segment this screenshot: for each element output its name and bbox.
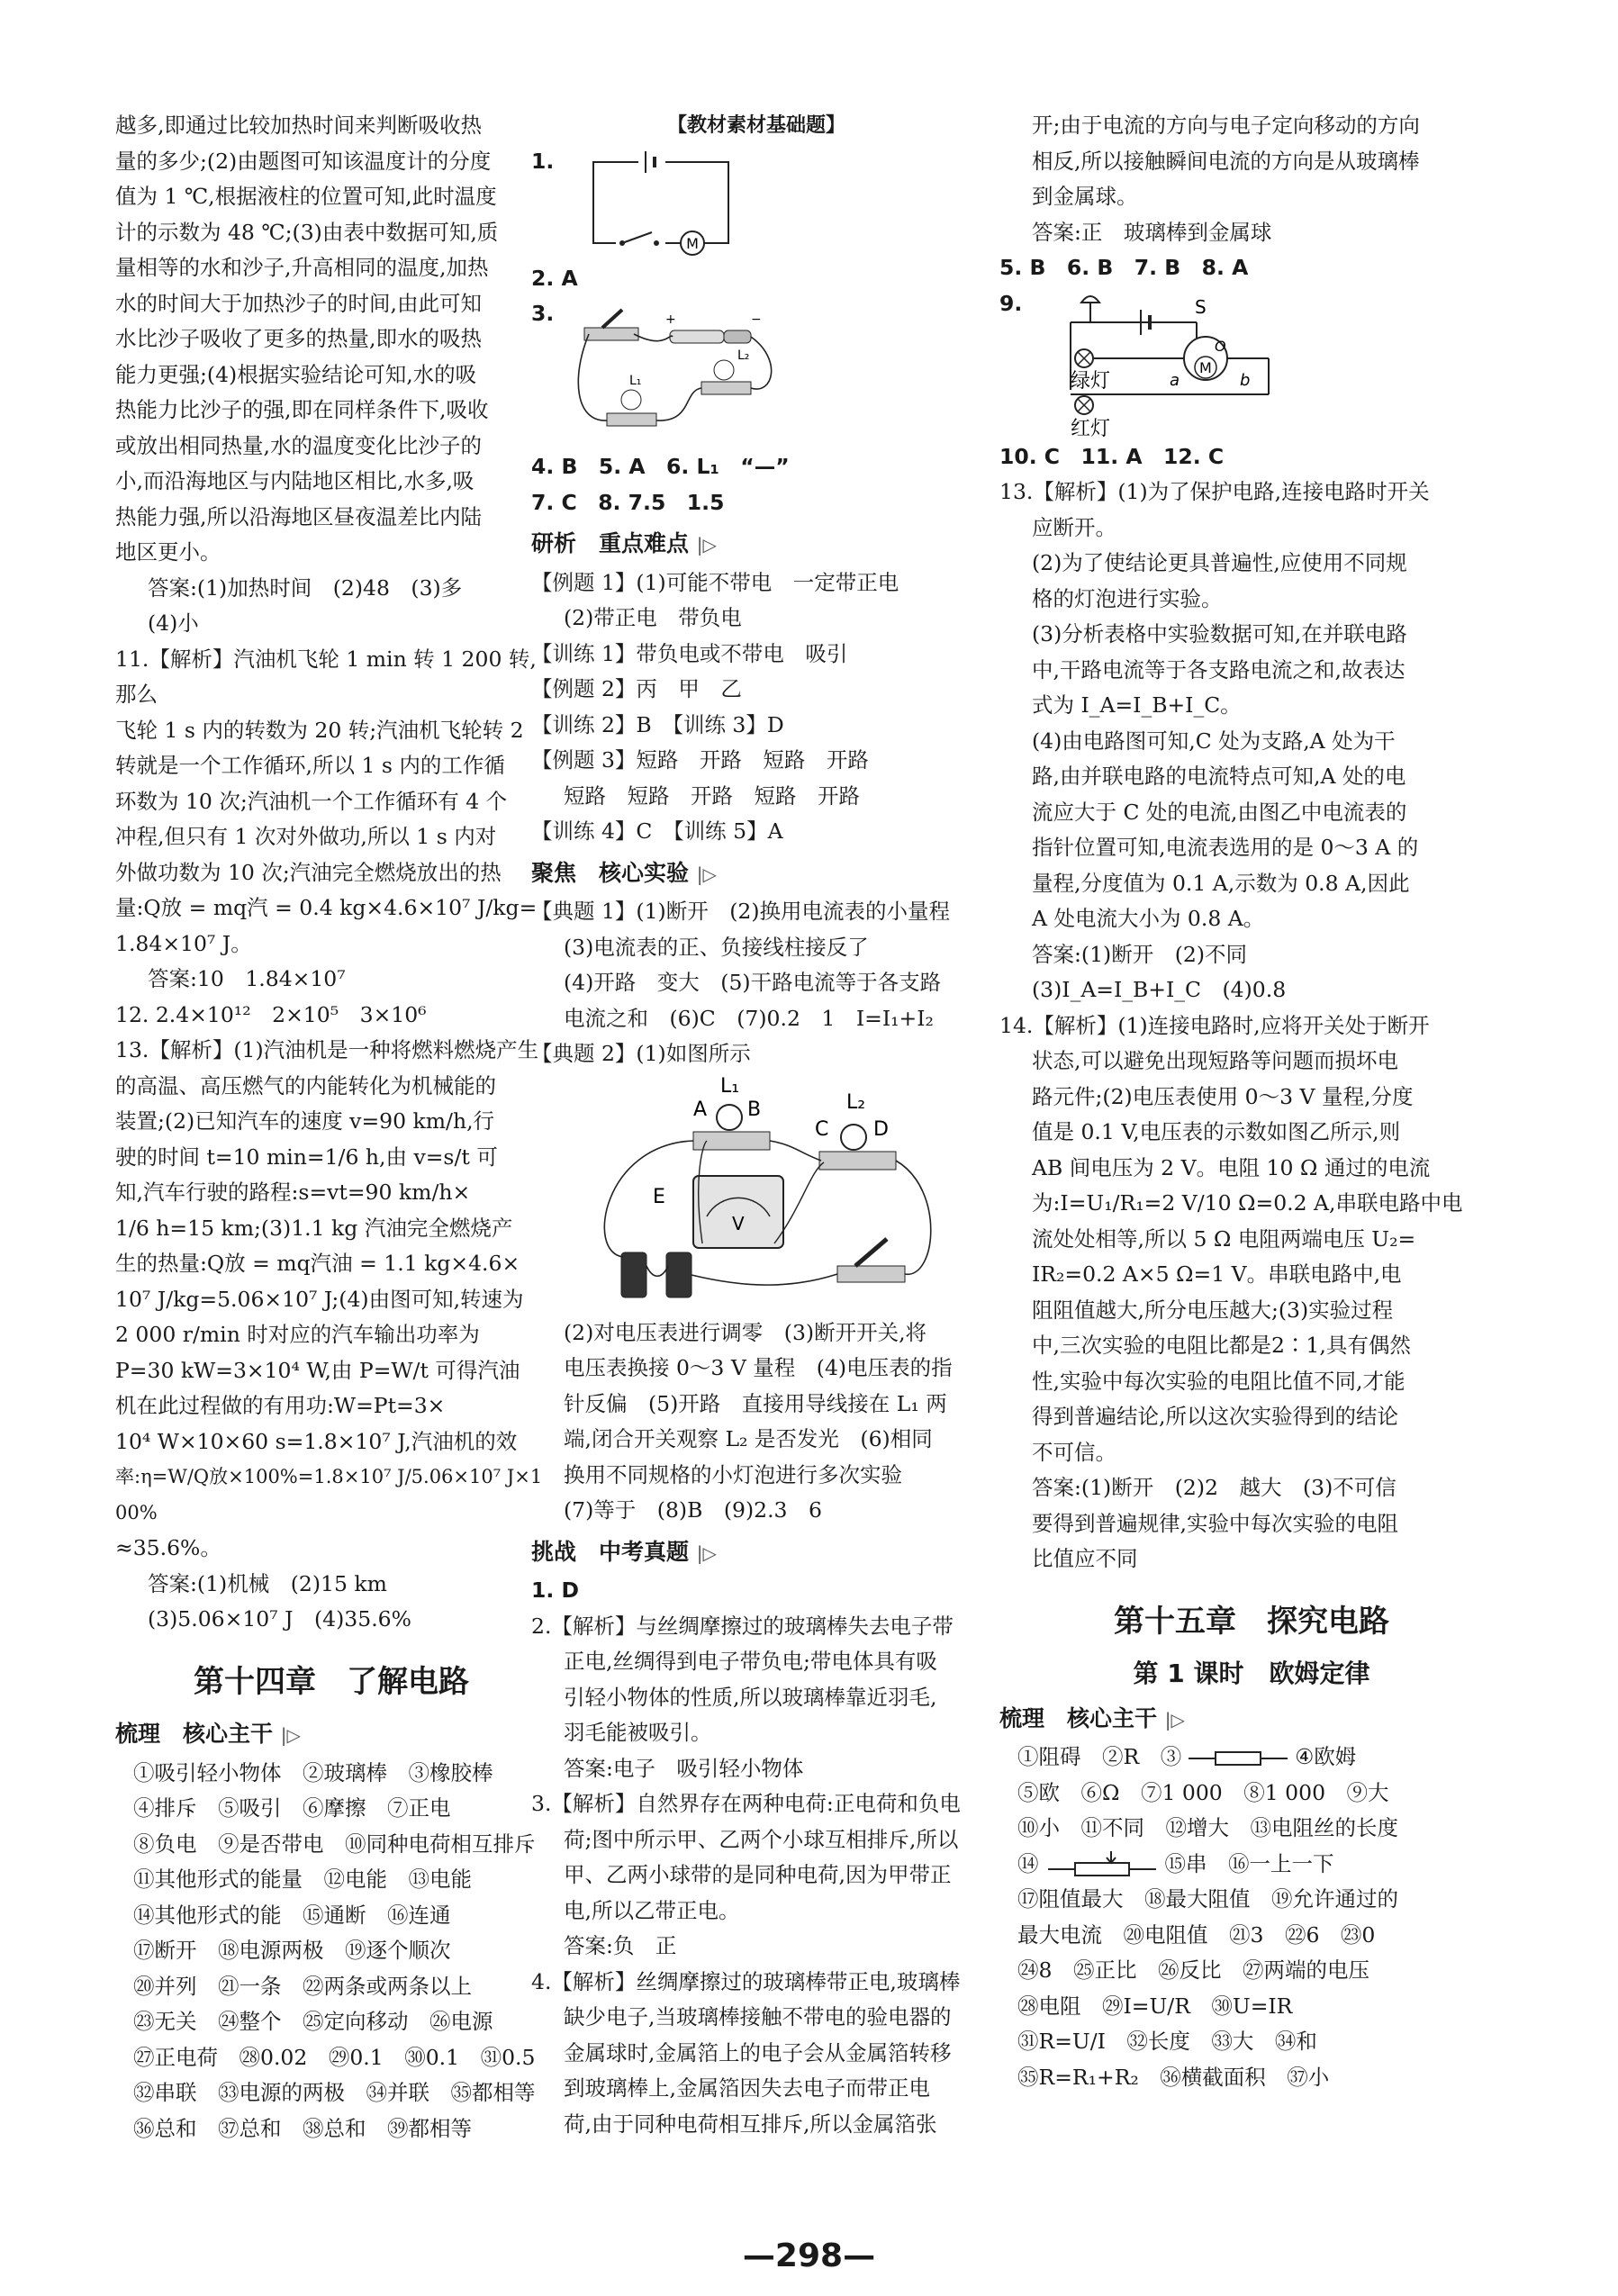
chapter-15-items: ①阻碍 ②R ③ ④欧姆 ⑤欧 ⑥Ω ⑦1 000 ⑧1 000 ⑨大 ⑩小 ⑪不同 ⑫增大 ⑬电阻丝的长度 ⑭ ⑮串 ⑯一上一下 ⑰阻值最大 ⑱最大阻值 ⑲允许通过的 最大电流 ⑳电阻值 ㉑3 ㉒6 ㉓0 ㉔8 ㉕正比 ㉖反比 ㉗两端的电压 ㉘电阻 ㉙I=U/R ㉚U=IR ㉛R=U/I ㉜长度 ㉝大 ㉞和 ㉟R=R₁+R₂ ㊱横截面积 ㊲小 — [1017, 1744, 1398, 2090]
section-yanxi: 研析 重点难点 |▷ — [531, 530, 717, 556]
fig-label-e: E — [653, 1185, 665, 1208]
motor-label: M — [686, 234, 700, 252]
jujiao-content: 【典题 1】(1)断开 (2)换用电流表的小量程 (3)电流表的正、负接线柱接反了 (4)开路 变大 (5)干路电流等于各支路 电流之和 (6)C (7)0.2 1 I=I₁+I₂ 【典题 2】(1)如图所示 — [531, 899, 950, 1066]
rheostat-symbol-icon — [1048, 1849, 1156, 1880]
section-arrow-icon: |▷ — [696, 534, 717, 556]
page-number: —298— — [742, 2237, 876, 2274]
traffic-light-circuit-figure — [1035, 286, 1305, 439]
questions-7-8: 7. C 8. 7.5 1.5 — [531, 489, 725, 515]
questions-5-8: 5. B 6. B 7. B 8. A — [999, 255, 1249, 280]
section-shuli-15: 梳理 核心主干 |▷ — [999, 1704, 1185, 1731]
fig-label-l1: L₁ — [720, 1074, 740, 1098]
answer-13: 答案:(1)机械 (2)15 km — [148, 1570, 387, 1596]
motor-m-label: M — [1199, 358, 1213, 376]
answer-10-cont: (4)小 — [148, 610, 199, 636]
middle-column — [531, 108, 981, 2188]
circuit-wiring-figure-3 — [566, 296, 791, 449]
answer-10: 答案:(1)加热时间 (2)48 (3)多 — [148, 574, 463, 601]
jiaocai-heading: 【教材素材基础题】 — [666, 114, 845, 137]
section-shuli-14: 梳理 核心主干 |▷ — [115, 1721, 301, 1747]
chapter-15-title: 第十五章 探究电路 — [1114, 1603, 1389, 1640]
tiaozhan-1: 1. D — [531, 1577, 579, 1603]
answer-11-analysis: 11.【解析】汽油机飞轮 1 min 转 1 200 转,那么 飞轮 1 s 内的转数为 20 转;汽油机飞轮转 2 转就是一个工作循环,所以 1 s 内的工作循 环数为 10 次;汽油机一个工作循环有 4 个 冲程,但只有 1 次对外做功,所以 1 s 内对 外做功数为 10 次;汽油完全燃烧放出的热 量:Q放 = mq汽 = 0.4 kg×4.6×10⁷ J/kg= 1.84×10⁷ J。 — [115, 646, 538, 956]
tiaozhan-4: 4.【解析】丝绸摩擦过的玻璃棒带正电,玻璃棒 缺少电子,当玻璃棒接触不带电的验电器的 金属球时,金属箔上的电子会从金属箔转移 到玻璃棒上,金属箔因失去电子而带正电 荷,由于同种电荷相互排斥,所以金属箔张 — [531, 1968, 961, 2137]
answer-11: 答案:10 1.84×10⁷ — [148, 966, 346, 991]
tiaozhan-4-cont: 开;由于电流的方向与电子定向移动的方向 相反,所以接触瞬间电流的方向是从玻璃棒 到金属球。 答案:正 玻璃棒到金属球 — [1032, 113, 1420, 245]
fig-label-b: B — [747, 1098, 762, 1121]
section-tiaozhan: 挑战 中考真题 |▷ — [531, 1538, 717, 1565]
answer-14-right: 14.【解析】(1)连接电路时,应将开关处于断开 状态,可以避免出现短路等问题而损坏电 路元件;(2)电压表使用 0～3 V 量程,分度 值是 0.1 V,电压表的示数如图乙所示,则 AB 间电压为 2 V。电阻 10 Ω 通过的电流 为:I=U₁/R₁=2 V/10 Ω=0.2 A,串联电路中电 流处处相等,所以 5 Ω 电阻两端电压 U₂= IR₂=0.2 A×5 Ω=1 V。串联电路中,电 阻阻值越大,所分电压越大;(3)实验过程 中,三次实验的电阻比都是2∶1,具有偶然 性,实验中每次实验的电阻比值不同,才能 得到普遍结论,所以这次实验得到的结论 不可信。 答案:(1)断开 (2)2 越大 (3)不可信 要得到普遍规律,实验中每次实验的电阻 比值应不同 — [999, 1012, 1463, 1571]
tiaozhan-2: 2.【解析】与丝绸摩擦过的玻璃棒失去电子带 正电,丝绸得到电子带负电;带电体具有吸 引轻小物体的性质,所以玻璃棒靠近羽毛, 羽毛能被吸引。 答案:电子 吸引轻小物体 — [531, 1613, 954, 1781]
tiaozhan-3: 3.【解析】自然界存在两种电荷:正电荷和负电 荷;图中所示甲、乙两个小球互相排斥,所以 甲、乙两小球带的是同种电荷,因为甲带正 电,所以乙带正电。 答案:负 正 — [531, 1791, 961, 1958]
dian2-content: (2)对电压表进行调零 (3)断开开关,将 电压表换接 0～3 V 量程 (4)电压表的指 针反偏 (5)开路 直接用导线接在 L₁ 两 端,闭合开关观察 L₂ 是否发光 (6)相同 换用不同规格的小灯泡进行多次实验 (7)等于 (8)B (9)2.3 6 — [564, 1319, 953, 1523]
red-light-label: 红灯 — [1071, 417, 1111, 439]
questions-4-6: 4. B 5. A 6. L₁ “—” — [531, 454, 790, 479]
fig-label-l2: L₂ — [846, 1090, 866, 1114]
resistor-symbol-icon — [1189, 1749, 1288, 1767]
section-arrow-icon: |▷ — [280, 1724, 301, 1746]
fig-label-c: C — [815, 1117, 829, 1141]
question-2: 2. A — [531, 265, 578, 291]
lamp-l1-label: L₁ — [629, 374, 642, 388]
answer-12: 12. 2.4×10¹² 2×10⁵ 3×10⁶ — [115, 1001, 427, 1027]
circuit-diagram-1 — [566, 144, 746, 261]
section-arrow-icon: |▷ — [696, 863, 717, 885]
chapter-14-title: 第十四章 了解电路 — [194, 1663, 469, 1700]
pivot-o-label: O — [1215, 337, 1226, 355]
section-arrow-icon: |▷ — [696, 1541, 717, 1564]
fig-label-a: A — [693, 1098, 708, 1121]
section-arrow-icon: |▷ — [1164, 1708, 1185, 1731]
contact-b-label: b — [1240, 370, 1251, 390]
answer-13-cont: (3)5.06×10⁷ J (4)35.6% — [148, 1606, 411, 1632]
questions-10-12: 10. C 11. A 12. C — [999, 443, 1225, 469]
battery-minus-label: − — [751, 312, 763, 327]
fig-label-d: D — [873, 1117, 889, 1141]
left-column — [115, 108, 547, 2188]
answer-13-analysis: 13.【解析】(1)汽油机是一种将燃料燃烧产生 的高温、高压燃气的内能转化为机械能的 装置;(2)已知汽车的速度 v=90 km/h,行 驶的时间 t=10 min=1/6 h,由 v=s/t 可 知,汽车行驶的路程:s=vt=90 km/h× 1/6 h=15 km;(3)1.1 kg 汽油完全燃烧产 生的热量:Q放 = mq汽油 = 1.1 kg×4.6× 10⁷ J/kg=5.06×10⁷ J;(4)由图可知,转速为 2 000 r/min 时对应的汽车输出功率为 P=30 kW=3×10⁴ W,由 P=W/t 可得汽油 机在此过程做的有用功:W=Pt=3× 10⁴ W×10×60 s=1.8×10⁷ J,汽油机的效 率:η=W/Q放×100%=1.8×10⁷ J/5.06×10⁷ J×100% ≈35.6%。 — [115, 1037, 543, 1560]
answer-10-analysis: 越多,即通过比较加热时间来判断吸收热 量的多少;(2)由题图可知该温度计的分度 值为 1 ℃,根据液柱的位置可知,此时温度 计的示数为 48 ℃;(3)由表中数据可知,质 量相等的水和沙子,升高相同的温度,加热 水的时间大于加热沙子的时间,由此可知 水比沙子吸收了更多的热量,即水的吸热 能力更强;(4)根据实验结论可知,水的吸 热能力比沙子的强,即在同样条件下,吸收 或放出相同热量,水的温度变化比沙子的 小,而沿海地区与内陆地区相比,水多,吸 热能力强,所以沿海地区昼夜温差比内陆 地区更小。 — [115, 113, 499, 565]
lesson-1-title: 第 1 课时 欧姆定律 — [1133, 1659, 1370, 1688]
voltmeter-label: V — [732, 1212, 745, 1234]
yanxi-content: 【例题 1】(1)可能不带电 一定带正电 (2)带正电 带负电 【训练 1】带负电或不带电 吸引 【例题 2】丙 甲 乙 【训练 2】B 【训练 3】D 【例题 3】短路 开路 短路 开路 短路 短路 开路 短路 开路 【训练 4】C 【训练 5】A — [531, 569, 899, 844]
circuit-figure-dian2 — [567, 1072, 999, 1315]
right-column — [999, 108, 1504, 2188]
battery-plus-label: + — [665, 312, 677, 327]
lamp-l2-label: L₂ — [737, 348, 750, 363]
question-9: 9. S M O a b 绿灯 红灯 — [999, 286, 1504, 439]
question-1: 1. M — [531, 144, 981, 261]
contact-a-label: a — [1170, 370, 1180, 390]
switch-s-label: S — [1195, 295, 1207, 318]
answer-13-right: 13.【解析】(1)为了保护电路,连接电路时开关 应断开。 (2)为了使结论更具普遍性,应使用不同规 格的灯泡进行实验。 (3)分析表格中实验数据可知,在并联电路 中,干路电流等于各支路电流之和,故表达 式为 I_A=I_B+I_C。 (4)由电路图可知,C 处为支路,A 处为干 路,由并联电路的电流特点可知,A 处的电 流应大于 C 处的电流,由图乙中电流表的 指针位置可知,电流表选用的是 0～3 A 的 量程,分度值为 0.1 A,示数为 0.8 A,因此 A 处电流大小为 0.8 A。 答案:(1)断开 (2)不同 (3)I_A=I_B+I_C (4)0.8 — [999, 479, 1430, 1002]
section-jujiao: 聚焦 核心实验 |▷ — [531, 859, 717, 886]
chapter-14-items: ①吸引轻小物体 ②玻璃棒 ③橡胶棒 ④排斥 ⑤吸引 ⑥摩擦 ⑦正电 ⑧负电 ⑨是否带电 ⑩同种电荷相互排斥 ⑪其他形式的能量 ⑫电能 ⑬电能 ⑭其他形式的能 ⑮通断 ⑯连通 ⑰断开 ⑱电源两极 ⑲逐个顺次 ⑳并列 ㉑一条 ㉒两条或两条以上 ㉓无关 ㉔整个 ㉕定向移动 ㉖电源 ㉗正电荷 ㉘0.02 ㉙0.1 ㉚0.1 ㉛0.5 ㉜串联 ㉝电源的两极 ㉞并联 ㉟都相等 ㊱总和 ㊲总和 ㊳总和 ㊴都相等 — [133, 1759, 536, 2141]
green-light-label: 绿灯 — [1071, 369, 1111, 393]
question-3: 3. + − L₁ L₂ — [531, 296, 981, 449]
